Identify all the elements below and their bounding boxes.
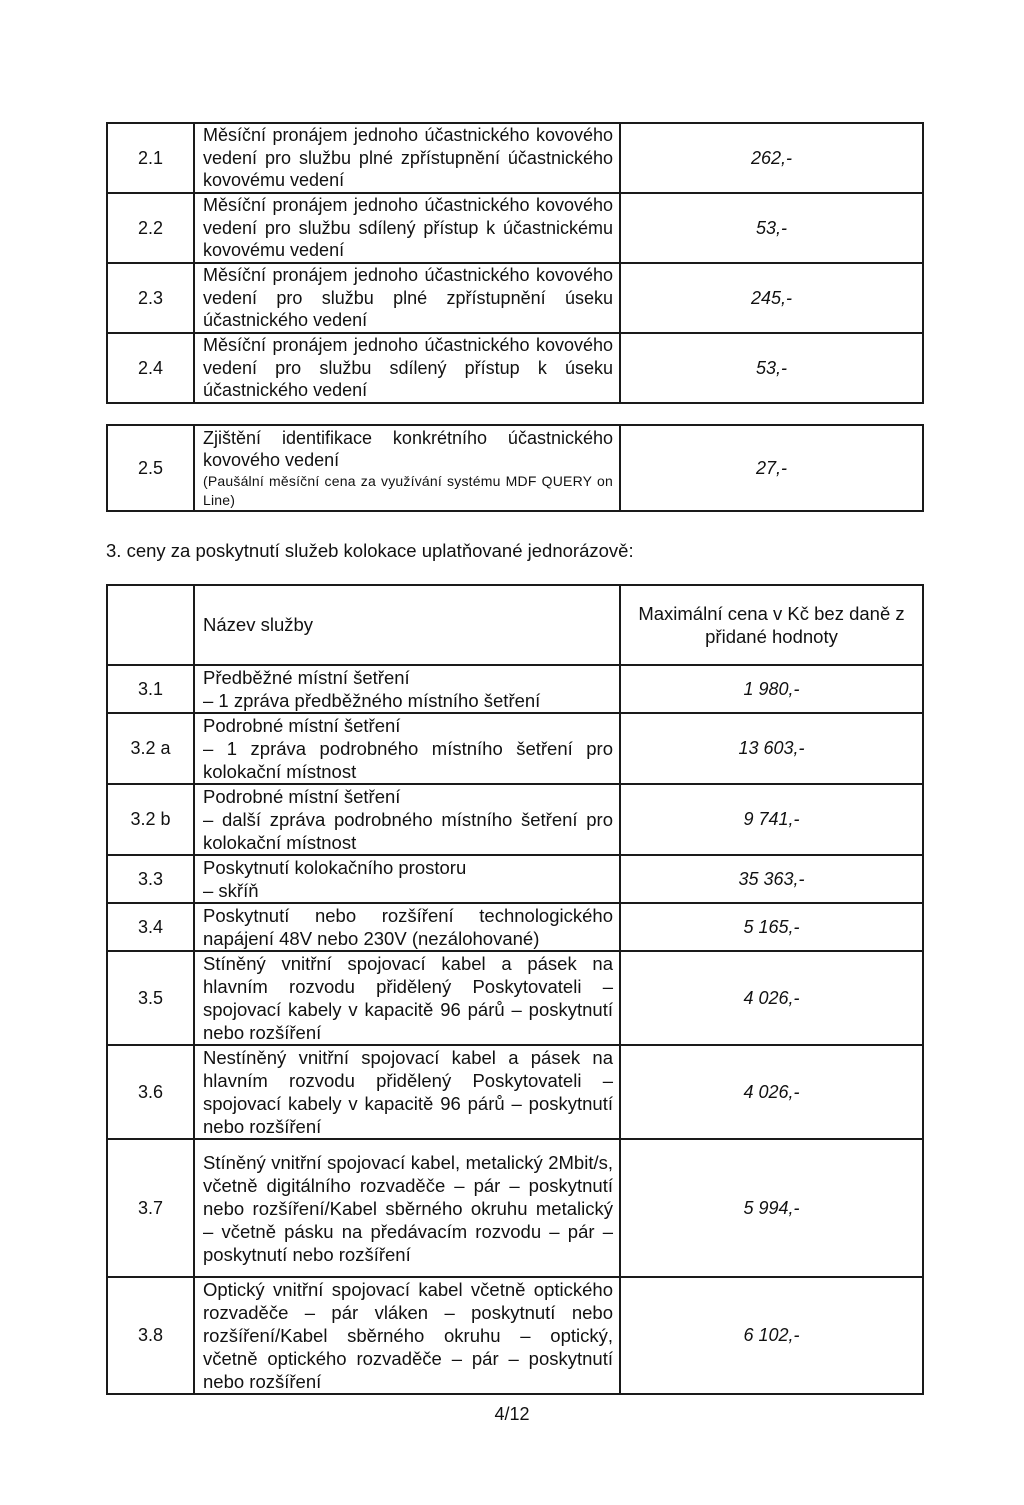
row-number: 3.3 [107,855,194,903]
service-detail: – 1 zpráva podrobného místního šetření pro kolokační místnost [203,738,613,782]
service-title: Podrobné místní šetření [203,786,401,807]
table-row [107,903,923,951]
price-table-section3 [106,584,924,1395]
row-number: 3.1 [107,665,194,713]
price-table-section2 [106,122,924,404]
price: 5 994,- [620,1139,923,1277]
price: 5 165,- [620,903,923,951]
row-number: 2.4 [107,333,194,403]
price: 13 603,- [620,713,923,784]
price: 27,- [620,425,923,511]
table-row [107,193,923,263]
row-number: 3.7 [107,1139,194,1277]
row-number: 3.2 a [107,713,194,784]
service-title: Podrobné místní šetření [203,715,401,736]
table-row [107,665,923,713]
price: 35 363,- [620,855,923,903]
price: 53,- [620,193,923,263]
service-detail: – 1 zpráva předběžného místního šetření [203,690,541,711]
table-row [107,1139,923,1277]
price: 262,- [620,123,923,193]
service-description [194,425,620,511]
header-number-cell [107,585,194,665]
row-number: 3.6 [107,1045,194,1139]
row-number: 3.2 b [107,784,194,855]
row-number: 2.5 [107,425,194,511]
service-description: Měsíční pronájem jednoho účastnického kovového vedení pro službu plné zpřístupnění účastnického kovovému vedení [194,123,620,193]
row-number: 3.8 [107,1277,194,1394]
service-description [194,855,620,903]
service-title: Poskytnutí kolokačního prostoru [203,857,467,878]
table-row [107,425,923,511]
row-number: 2.3 [107,263,194,333]
row-number: 2.1 [107,123,194,193]
price: 245,- [620,263,923,333]
row-number: 3.5 [107,951,194,1045]
service-description-text: Zjištění identifikace konkrétního účastnického kovového vedení [203,427,613,470]
service-description: Optický vnitřní spojovací kabel včetně optického rozvaděče – pár vláken – poskytnutí nebo rozšíření/Kabel sběrného okruhu – optický, včetně optického rozvaděče – pár – poskytnutí nebo rozšíření [194,1277,620,1394]
service-detail: – skříň [203,880,259,901]
table-row [107,333,923,403]
table-row [107,784,923,855]
service-description: Měsíční pronájem jednoho účastnického kovového vedení pro službu sdílený přístup k úseku účastnického vedení [194,333,620,403]
service-description [194,784,620,855]
service-title: Předběžné místní šetření [203,667,410,688]
service-description: Stíněný vnitřní spojovací kabel, metalický 2Mbit/s, včetně digitálního rozvaděče – pár – poskytnutí nebo rozšíření/Kabel sběrného okruhu metalický – včetně pásku na předávacím rozvodu – pár – poskytnutí nebo rozšíření [194,1139,620,1277]
service-detail: – další zpráva podrobného místního šetření pro kolokační místnost [203,809,613,853]
page-number: 4/12 [494,1404,530,1424]
service-description: Měsíční pronájem jednoho účastnického kovového vedení pro službu plné zpřístupnění úseku účastnického vedení [194,263,620,333]
service-description: Nestíněný vnitřní spojovací kabel a pásek na hlavním rozvodu přidělený Poskytovateli – spojovací kabely v kapacitě 96 párů – poskytnutí nebo rozšíření [194,1045,620,1139]
service-description: Měsíční pronájem jednoho účastnického kovového vedení pro službu sdílený přístup k účastnickému kovovému vedení [194,193,620,263]
table-row [107,713,923,784]
header-max-price: Maximální cena v Kč bez daně z přidané hodnoty [620,585,923,665]
price: 1 980,- [620,665,923,713]
table-header-row [107,585,923,665]
price: 53,- [620,333,923,403]
service-description: Poskytnutí nebo rozšíření technologického napájení 48V nebo 230V (nezálohované) [194,903,620,951]
price: 4 026,- [620,1045,923,1139]
price: 4 026,- [620,951,923,1045]
section-3-heading: 3. ceny za poskytnutí služeb kolokace uplatňované jednorázově: [106,540,634,561]
service-note: (Paušální měsíční cena za využívání systému MDF QUERY on Line) [203,472,613,508]
row-number: 3.4 [107,903,194,951]
table-row [107,1277,923,1394]
price-table-row-2-5 [106,424,924,512]
service-description [194,665,620,713]
table-row [107,123,923,193]
service-description: Stíněný vnitřní spojovací kabel a pásek na hlavním rozvodu přidělený Poskytovateli – spojovací kabely v kapacitě 96 párů – poskytnutí nebo rozšíření [194,951,620,1045]
table-row [107,1045,923,1139]
table-row [107,951,923,1045]
service-description [194,713,620,784]
price: 9 741,- [620,784,923,855]
table-row [107,855,923,903]
row-number: 2.2 [107,193,194,263]
header-service-name: Název služby [194,585,620,665]
table-row [107,263,923,333]
price: 6 102,- [620,1277,923,1394]
